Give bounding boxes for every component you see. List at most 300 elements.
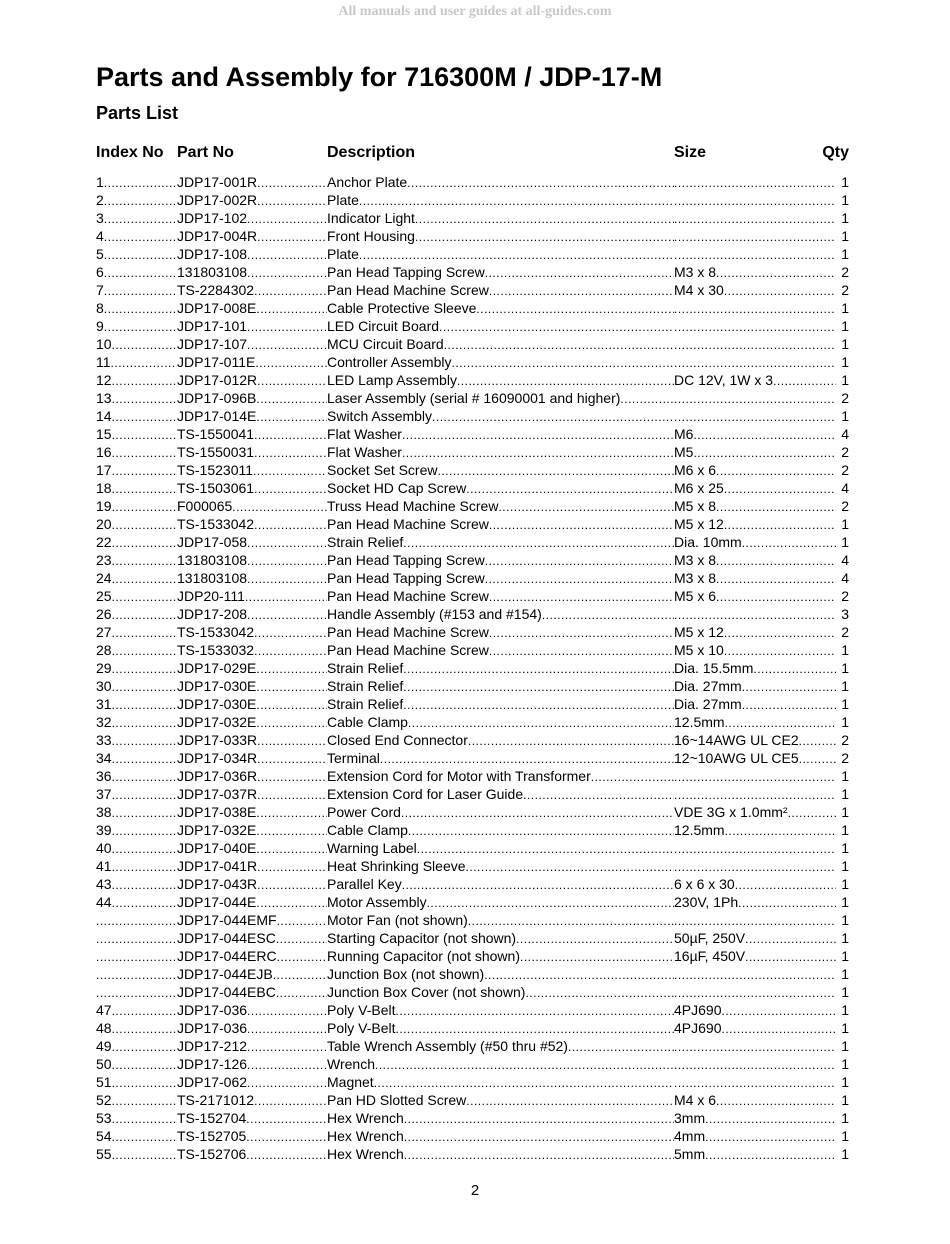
size-cell [674,911,836,930]
index-cell [96,857,177,876]
index-cell [96,335,177,354]
dot-leader [403,659,674,678]
description-cell-text: Strain Relief [327,678,404,694]
index-cell [96,677,177,696]
table-row [96,839,849,857]
description-cell [327,479,674,498]
qty-cell: 1 [841,714,849,730]
size-cell-text: Dia. 27mm [674,696,742,712]
size-cell-text: 4PJ690 [674,1020,722,1036]
index-cell [96,1055,177,1074]
description-cell-text: Pan Head Machine Screw [327,282,489,298]
dot-leader [468,911,674,930]
size-cell [674,407,836,426]
dot-leader [402,425,674,444]
size-cell-text: M4 x 6 [674,1092,717,1108]
table-row [96,911,849,929]
description-cell [327,281,674,300]
dot-leader [254,515,327,534]
description-cell-text: Extension Cord for Laser Guide [327,786,524,802]
part-number-cell-text: JDP17-044ERC [177,948,277,964]
description-cell [327,695,674,714]
dot-leader [525,983,674,1002]
part-number-cell-text: JDP17-032E [177,714,257,730]
index-cell [96,641,177,660]
index-cell-text: 33 [96,732,112,748]
size-cell [674,821,836,840]
dot-leader [277,947,327,966]
part-number-cell-text: JDP17-062 [177,1074,248,1090]
index-cell [96,1145,177,1164]
dot-leader [247,317,327,336]
index-cell-text: 53 [96,1110,112,1126]
qty-cell: 1 [841,228,849,244]
dot-leader [257,767,327,786]
table-row [96,407,849,425]
index-cell [96,839,177,858]
dot-leader [403,695,674,714]
description-cell-text: Junction Box (not shown) [327,966,485,982]
description-cell-text: Cable Protective Sleeve [327,300,477,316]
dot-leader [112,1127,177,1146]
index-cell-text: 51 [96,1074,112,1090]
part-number-cell [177,623,327,642]
qty-cell: 1 [841,1074,849,1090]
dot-leader [417,839,674,858]
dot-leader [247,335,327,354]
size-cell [674,587,836,606]
size-cell [674,947,836,966]
description-cell [327,677,674,696]
description-cell [327,875,674,894]
dot-leader [674,1037,836,1056]
dot-leader [742,533,836,552]
table-row [96,245,849,263]
dot-leader [674,1073,836,1092]
index-cell [96,605,177,624]
index-cell [96,749,177,768]
size-cell-text: M3 x 8 [674,570,717,586]
dot-leader [674,299,836,318]
description-cell-text: Strain Relief [327,534,404,550]
part-number-cell [177,389,327,408]
table-row [96,731,849,749]
size-cell-text: M6 x 25 [674,480,724,496]
dot-leader [256,803,327,822]
index-cell-text: 32 [96,714,112,730]
table-row [96,479,849,497]
part-number-cell-text: JDP17-058 [177,534,248,550]
part-number-cell-text: JDP17-001R [177,174,258,190]
description-cell-text: Strain Relief [327,660,404,676]
part-number-cell [177,785,327,804]
description-cell [327,623,674,642]
description-cell-text: Handle Assembly (#153 and #154) [327,606,542,622]
description-cell-text: Heat Shrinking Sleeve [327,858,466,874]
index-cell [96,371,177,390]
qty-cell: 1 [841,1092,849,1108]
dot-leader [674,983,836,1002]
dot-leader [466,479,674,498]
description-cell-text: Plate [327,192,359,208]
description-cell [327,335,674,354]
part-number-cell [177,1019,327,1038]
dot-leader [359,191,674,210]
size-cell [674,1109,836,1128]
size-cell [674,569,836,588]
index-cell [96,1109,177,1128]
description-cell [327,299,674,318]
description-cell-text: Pan Head Machine Screw [327,642,489,658]
description-cell-text: Terminal [327,750,380,766]
size-cell [674,893,836,912]
size-cell [674,605,836,624]
dot-leader [724,515,836,534]
dot-leader [247,1073,327,1092]
dot-leader [257,371,327,390]
dot-leader [359,245,674,264]
section-title: Parts List [96,103,179,123]
dot-leader [96,911,177,930]
table-row [96,1145,849,1163]
index-cell-text: 31 [96,696,112,712]
description-cell [327,533,674,552]
table-row [96,389,849,407]
index-cell-text: 8 [96,300,104,316]
table-row [96,227,849,245]
description-cell [327,353,674,372]
table-row [96,569,849,587]
table-row [96,533,849,551]
dot-leader [254,623,327,642]
part-number-cell [177,281,327,300]
table-row [96,929,849,947]
dot-leader [674,335,836,354]
index-cell [96,389,177,408]
dot-leader [112,1037,177,1056]
description-cell-text: Starting Capacitor (not shown) [327,930,517,946]
part-number-cell-text: TS-1523011 [177,462,254,478]
index-cell-text: 55 [96,1146,112,1162]
description-cell [327,893,674,912]
table-row [96,425,849,443]
part-number-cell [177,947,327,966]
dot-leader [374,1073,674,1092]
page-number: 2 [470,1182,480,1199]
dot-leader [395,1001,674,1020]
part-number-cell [177,227,327,246]
size-cell [674,1055,836,1074]
dot-leader [256,659,327,678]
index-cell [96,281,177,300]
dot-leader [738,893,836,912]
dot-leader [112,1145,177,1164]
qty-cell: 4 [841,570,849,586]
description-cell-text: Motor Fan (not shown) [327,912,468,928]
size-cell-text: 12.5mm [674,822,725,838]
description-cell-text: LED Lamp Assembly [327,372,457,388]
size-cell [674,659,836,678]
index-cell-text: 39 [96,822,112,838]
qty-cell: 1 [841,1038,849,1054]
index-cell [96,1037,177,1056]
table-row [96,749,849,767]
dot-leader [247,1019,327,1038]
size-cell-text: 230V, 1Ph [674,894,739,910]
dot-leader [96,983,177,1002]
part-number-cell [177,929,327,948]
qty-cell: 1 [841,534,849,550]
index-cell [96,713,177,732]
qty-cell: 1 [841,1020,849,1036]
size-cell-text: M4 x 30 [674,282,724,298]
size-cell-text: 4PJ690 [674,1002,722,1018]
part-number-cell [177,425,327,444]
part-number-cell-text: JDP17-014E [177,408,257,424]
dot-leader [257,173,327,192]
description-cell-text: Pan Head Tapping Screw [327,552,485,568]
table-row [96,659,849,677]
index-cell-text: 20 [96,516,112,532]
part-number-cell [177,317,327,336]
description-cell-text: Closed End Connector [327,732,468,748]
dot-leader [745,947,836,966]
index-cell-text: 28 [96,642,112,658]
dot-leader [112,335,177,354]
table-row [96,605,849,623]
dot-leader [96,965,177,984]
description-cell [327,1001,674,1020]
part-number-cell [177,731,327,750]
index-cell [96,443,177,462]
dot-leader [247,1055,327,1074]
part-number-cell-text: TS-152706 [177,1146,247,1162]
description-cell [327,713,674,732]
dot-leader [232,497,327,516]
dot-leader [724,479,836,498]
description-cell-text: Strain Relief [327,696,404,712]
size-cell-text: 3mm [674,1110,706,1126]
part-number-cell-text: 131803108 [177,264,248,280]
description-cell-text: MCU Circuit Board [327,336,444,352]
dot-leader [415,227,674,246]
dot-leader [111,353,177,372]
index-cell-text: 13 [96,390,112,406]
description-cell-text: Indicator Light [327,210,415,226]
dot-leader [257,785,327,804]
part-number-cell-text: JDP17-208 [177,606,248,622]
dot-leader [716,1091,836,1110]
table-row [96,1055,849,1073]
part-number-cell [177,371,327,390]
part-number-cell-text: JDP17-004R [177,228,258,244]
description-cell [327,911,674,930]
part-number-cell [177,407,327,426]
index-cell [96,317,177,336]
size-cell [674,245,836,264]
table-row [96,443,849,461]
size-cell-text: 12.5mm [674,714,725,730]
dot-leader [276,983,327,1002]
dot-leader [674,965,836,984]
header-size: Size [674,144,707,161]
size-cell [674,209,836,228]
dot-leader [408,713,674,732]
description-cell-text: Parallel Key [327,876,402,892]
dot-leader [112,713,177,732]
dot-leader [716,587,836,606]
description-cell [327,785,674,804]
qty-cell: 1 [841,786,849,802]
table-row [96,587,849,605]
qty-cell: 1 [841,822,849,838]
part-number-cell [177,659,327,678]
qty-cell: 2 [841,390,849,406]
size-cell-text: 12~10AWG UL CE5 [674,750,799,766]
part-number-cell [177,353,327,372]
table-row [96,335,849,353]
index-cell [96,353,177,372]
index-cell [96,209,177,228]
description-cell-text: Hex Wrench [327,1146,404,1162]
dot-leader [404,1127,674,1146]
dot-leader [247,569,327,588]
index-cell-text: 27 [96,624,112,640]
size-cell [674,191,836,210]
dot-leader [256,839,327,858]
part-number-cell-text: JDP17-126 [177,1056,248,1072]
part-number-cell [177,299,327,318]
dot-leader [112,785,177,804]
dot-leader [256,695,327,714]
dot-leader [705,1109,836,1128]
description-cell [327,515,674,534]
table-row [96,1109,849,1127]
dot-leader [247,209,327,228]
description-cell [327,1019,674,1038]
index-cell-text: 7 [96,282,104,298]
part-number-cell [177,605,327,624]
table-row [96,299,849,317]
part-number-cell-text: JDP17-044EBC [177,984,276,1000]
index-cell-text: 52 [96,1092,112,1108]
part-number-cell-text: JDP17-101 [177,318,248,334]
size-cell [674,623,836,642]
description-cell-text: Laser Assembly (serial # 16090001 and higher) [327,390,621,406]
dot-leader [112,659,177,678]
qty-cell: 1 [841,948,849,964]
dot-leader [674,227,836,246]
watermark: All manuals and user guides at all-guides.com [338,4,612,19]
size-cell [674,713,836,732]
size-cell-text: DC 12V, 1W x 3 [674,372,774,388]
dot-leader [485,569,674,588]
description-cell-text: Cable Clamp [327,714,408,730]
index-cell-text: 37 [96,786,112,802]
index-cell [96,587,177,606]
table-row [96,947,849,965]
part-number-cell [177,461,327,480]
table-row [96,173,849,191]
description-cell [327,965,674,984]
table-row [96,209,849,227]
index-cell [96,1091,177,1110]
index-cell [96,1073,177,1092]
dot-leader [256,299,327,318]
index-cell-text: 30 [96,678,112,694]
table-row [96,821,849,839]
dot-leader [112,569,177,588]
index-cell-text: 5 [96,246,104,262]
part-number-cell [177,839,327,858]
dot-leader [257,227,327,246]
part-number-cell-text: JDP17-036 [177,1020,248,1036]
dot-leader [484,965,674,984]
dot-leader [674,245,836,264]
size-cell-text: 16~14AWG UL CE2 [674,732,799,748]
description-cell-text: Warning Label [327,840,417,856]
part-number-cell-text: JDP17-030E [177,696,257,712]
description-cell [327,587,674,606]
dot-leader [415,209,674,228]
dot-leader [452,353,675,372]
index-cell [96,731,177,750]
dot-leader [112,443,177,462]
index-cell-text: 2 [96,192,104,208]
qty-cell: 1 [841,678,849,694]
size-cell [674,785,836,804]
description-cell [327,371,674,390]
header-description: Description [327,144,416,161]
description-cell-text: Pan Head Machine Screw [327,588,489,604]
description-cell [327,731,674,750]
size-cell [674,443,836,462]
dot-leader [112,677,177,696]
index-cell [96,1001,177,1020]
dot-leader [403,677,674,696]
qty-cell: 1 [841,984,849,1000]
description-cell-text: Flat Washer [327,444,402,460]
dot-leader [104,263,177,282]
part-number-cell-text: TS-2171012 [177,1092,255,1108]
dot-leader [674,911,836,930]
dot-leader [674,1055,836,1074]
qty-cell: 1 [841,912,849,928]
dot-leader [674,173,836,192]
qty-cell: 2 [841,498,849,514]
size-cell [674,425,836,444]
dot-leader [402,443,674,462]
part-number-cell-text: JDP17-011E [177,354,256,370]
dot-leader [112,641,177,660]
table-row [96,551,849,569]
part-number-cell-text: TS-1503061 [177,480,255,496]
description-cell [327,947,674,966]
description-cell [327,1145,674,1164]
part-number-cell [177,857,327,876]
part-number-cell-text: JDP17-038E [177,804,257,820]
qty-cell: 1 [841,804,849,820]
part-number-cell [177,587,327,606]
part-number-cell [177,551,327,570]
index-cell-text: 29 [96,660,112,676]
dot-leader [542,605,674,624]
index-cell [96,245,177,264]
dot-leader [253,461,327,480]
size-cell-text: Dia. 15.5mm [674,660,754,676]
size-cell [674,335,836,354]
dot-leader [407,173,674,192]
